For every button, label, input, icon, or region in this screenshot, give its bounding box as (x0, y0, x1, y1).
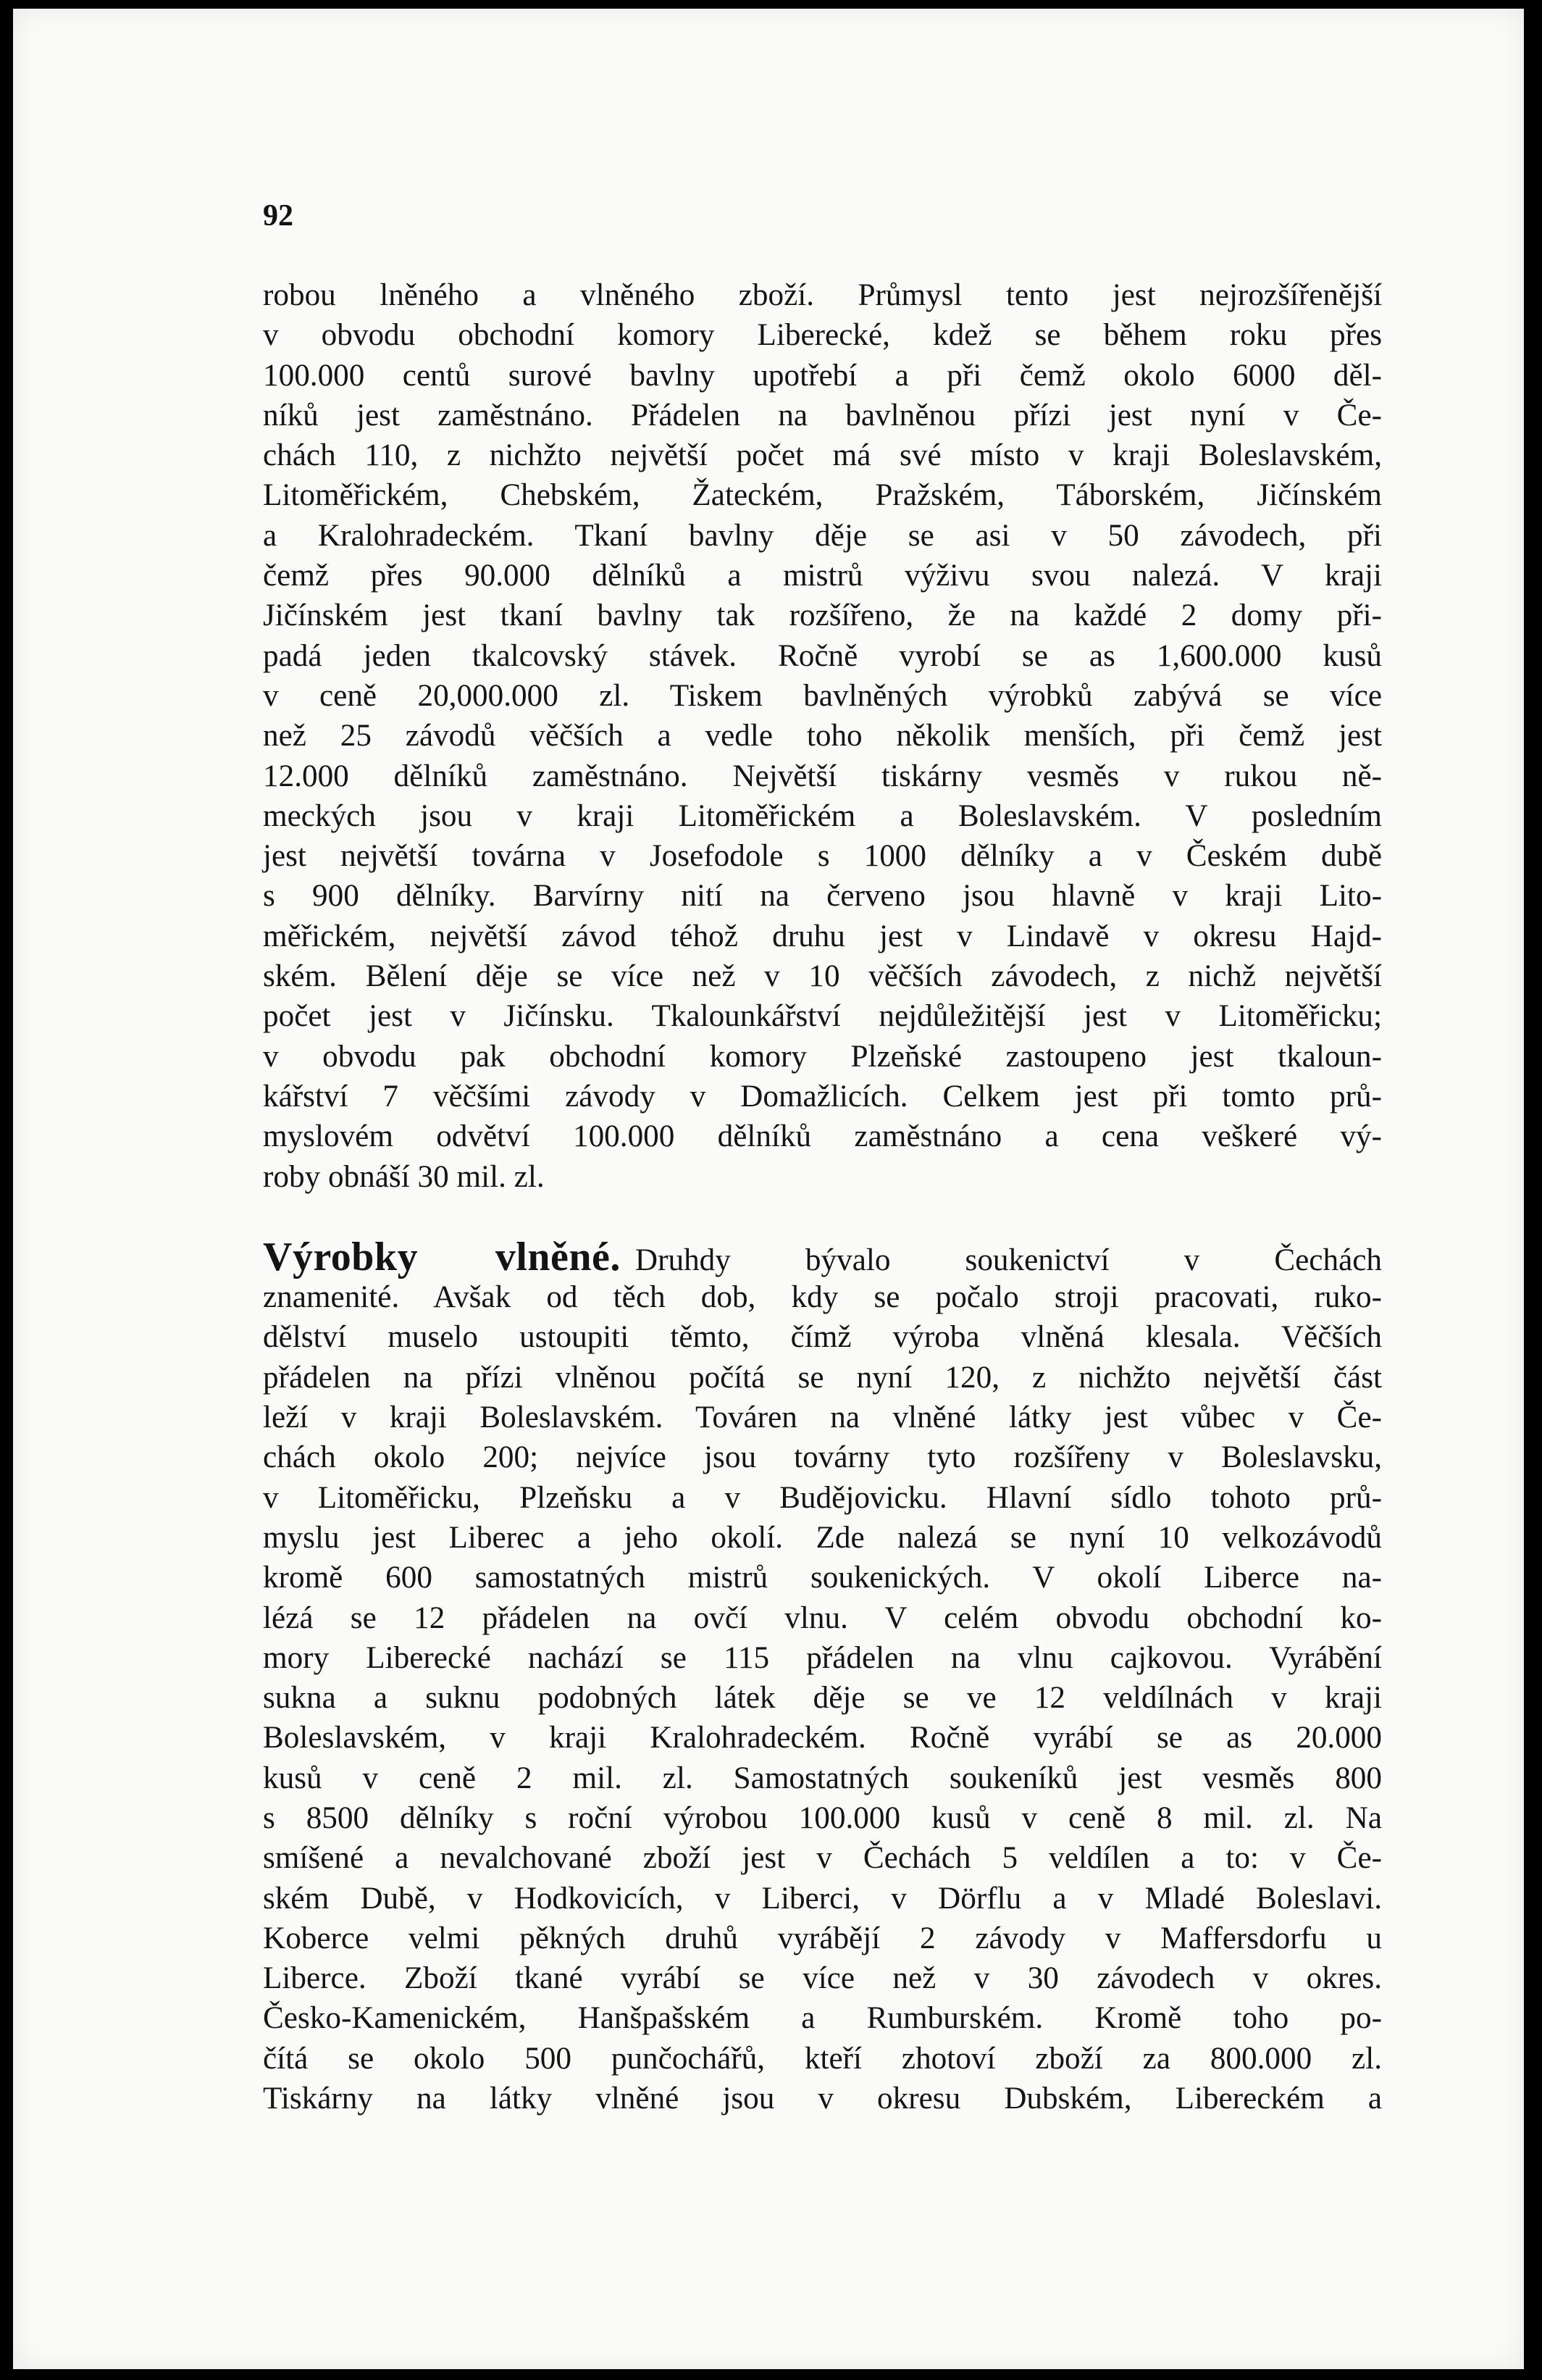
text-line: sukna a suknu podobných látek děje se ve 12 veldílnách v kraji (263, 1681, 1382, 1716)
text-line: Česko-Kamenickém, Hanšpašském a Rumburském. Kromě toho po- (263, 2001, 1382, 2036)
text-line: chách 110, z nichžto největší počet má své místo v kraji Boleslavském, (263, 438, 1382, 473)
text-line: v obvodu pak obchodní komory Plzeňské zastoupeno jest tkaloun- (263, 1039, 1382, 1074)
text-line: jest největší továrna v Josefodole s 1000 dělníky a v Českém dubě (263, 839, 1382, 874)
text-line: Tiskárny na látky vlněné jsou v okresu Dubském, Libereckém a (263, 2082, 1382, 2116)
book-page (13, 9, 1524, 2369)
text-line: lézá se 12 přádelen na ovčí vlnu. V celém obvodu obchodní ko- (263, 1600, 1382, 1635)
text-line: smíšené a nevalchované zboží jest v Čechách 5 veldílen a to: v Če- (263, 1841, 1382, 1876)
text-line: s 900 dělníky. Barvírny nití na červeno jsou hlavně v kraji Lito- (263, 879, 1382, 914)
text-line: myslu jest Liberec a jeho okolí. Zde nalezá se nyní 10 velkozávodů (263, 1520, 1382, 1555)
paragraph-wool (263, 1234, 1383, 2119)
text-line (263, 1234, 1383, 1279)
text-line: ském Dubě, v Hodkovicích, v Liberci, v Dörflu a v Mladé Boleslavi. (263, 1881, 1382, 1916)
text-line: leží v kraji Boleslavském. Továren na vlněné látky jest vůbec v Če- (263, 1400, 1382, 1435)
text-line: 12.000 dělníků zaměstnáno. Největší tiskárny vesměs v rukou ně- (263, 759, 1382, 793)
body-text (263, 275, 1382, 2118)
text-line: čemž přes 90.000 dělníků a mistrů výživu svou nalezá. V kraji (263, 559, 1382, 593)
section-heading: Výrobky vlněné. (263, 1234, 621, 1279)
text-line: znamenité. Avšak od těch dob, kdy se počalo stroji pracovati, ruko- (263, 1280, 1382, 1315)
paragraph-wool-lines (263, 1277, 1382, 2118)
text-line: než 25 závodů věčších a vedle toho několik menších, při čemž jest (263, 719, 1382, 753)
text-line: roby obnáší 30 mil. zl. (263, 1159, 545, 1194)
text-line: myslovém odvětví 100.000 dělníků zaměstnáno a cena veškeré vý- (263, 1119, 1382, 1154)
paragraph-cotton (263, 275, 1382, 1197)
text-line: čítá se okolo 500 punčochářů, kteří zhotoví zboží za 800.000 zl. (263, 2041, 1382, 2076)
text-line: přádelen na přízi vlněnou počítá se nyní 120, z nichžto největší část (263, 1360, 1382, 1395)
text-line: chách okolo 200; nejvíce jsou továrny tyto rozšířeny v Boleslavsku, (263, 1440, 1382, 1475)
text-line: meckých jsou v kraji Litoměřickém a Boleslavském. V posledním (263, 798, 1382, 833)
text-line: Koberce velmi pěkných druhů vyrábějí 2 závody v Maffersdorfu u (263, 1921, 1382, 1955)
text-line: Jičínském jest tkaní bavlny tak rozšířeno, že na každé 2 domy při- (263, 598, 1382, 633)
text-line: kromě 600 samostatných mistrů soukenických. V okolí Liberce na- (263, 1561, 1382, 1595)
text-line: s 8500 dělníky s roční výrobou 100.000 kusů v ceně 8 mil. zl. Na (263, 1800, 1382, 1835)
text-line: 100.000 centů surové bavlny upotřebí a při čemž okolo 6000 děl- (263, 358, 1382, 393)
text-line: ském. Bělení děje se více než v 10 věčších závodech, z nichž největší (263, 959, 1382, 994)
text-line: počet jest v Jičínsku. Tkalounkářství nejdůležitější jest v Litoměřicku; (263, 999, 1382, 1034)
text-line: níků jest zaměstnáno. Přádelen na bavlněnou přízi jest nyní v Če- (263, 398, 1382, 433)
text-line: kářství 7 věčšími závody v Domažlicích. Celkem jest při tomto prů- (263, 1079, 1382, 1114)
text-line: v ceně 20,000.000 zl. Tiskem bavlněných výrobků zabývá se více (263, 678, 1382, 713)
text-line: v obvodu obchodní komory Liberecké, kdež se během roku přes (263, 318, 1382, 353)
text-line: kusů v ceně 2 mil. zl. Samostatných soukeníků jest vesměs 800 (263, 1761, 1382, 1795)
text-line: mory Liberecké nachází se 115 přádelen na vlnu cajkovou. Vyrábění (263, 1640, 1382, 1675)
text-line: v Litoměřicku, Plzeňsku a v Budějovicku. Hlavní sídlo tohoto prů- (263, 1480, 1382, 1515)
text-line: měřickém, největší závod téhož druhu jest v Lindavě v okresu Hajd- (263, 919, 1382, 953)
text-line: padá jeden tkalcovský stávek. Ročně vyrobí se as 1,600.000 kusů (263, 638, 1382, 673)
text-line: Boleslavském, v kraji Kralohradeckém. Ročně vyrábí se as 20.000 (263, 1721, 1382, 1755)
text-line: dělství muselo ustoupiti těmto, čímž výroba vlněná klesala. Věčších (263, 1320, 1382, 1355)
text-line: a Kralohradeckém. Tkaní bavlny děje se asi v 50 závodech, při (263, 518, 1382, 553)
heading-line-text: Druhdy bývalo soukenictví v Čechách (634, 1243, 1383, 1277)
text-line: Liberce. Zboží tkané vyrábí se více než v 30 závodech v okres. (263, 1961, 1382, 1996)
text-line: Litoměřickém, Chebském, Žateckém, Pražském, Táborském, Jičínském (263, 478, 1382, 513)
section-gap (263, 1197, 1382, 1237)
text-line: robou lněného a vlněného zboží. Průmysl tento jest nejrozšířenější (263, 278, 1382, 312)
page-number: 92 (263, 199, 293, 233)
